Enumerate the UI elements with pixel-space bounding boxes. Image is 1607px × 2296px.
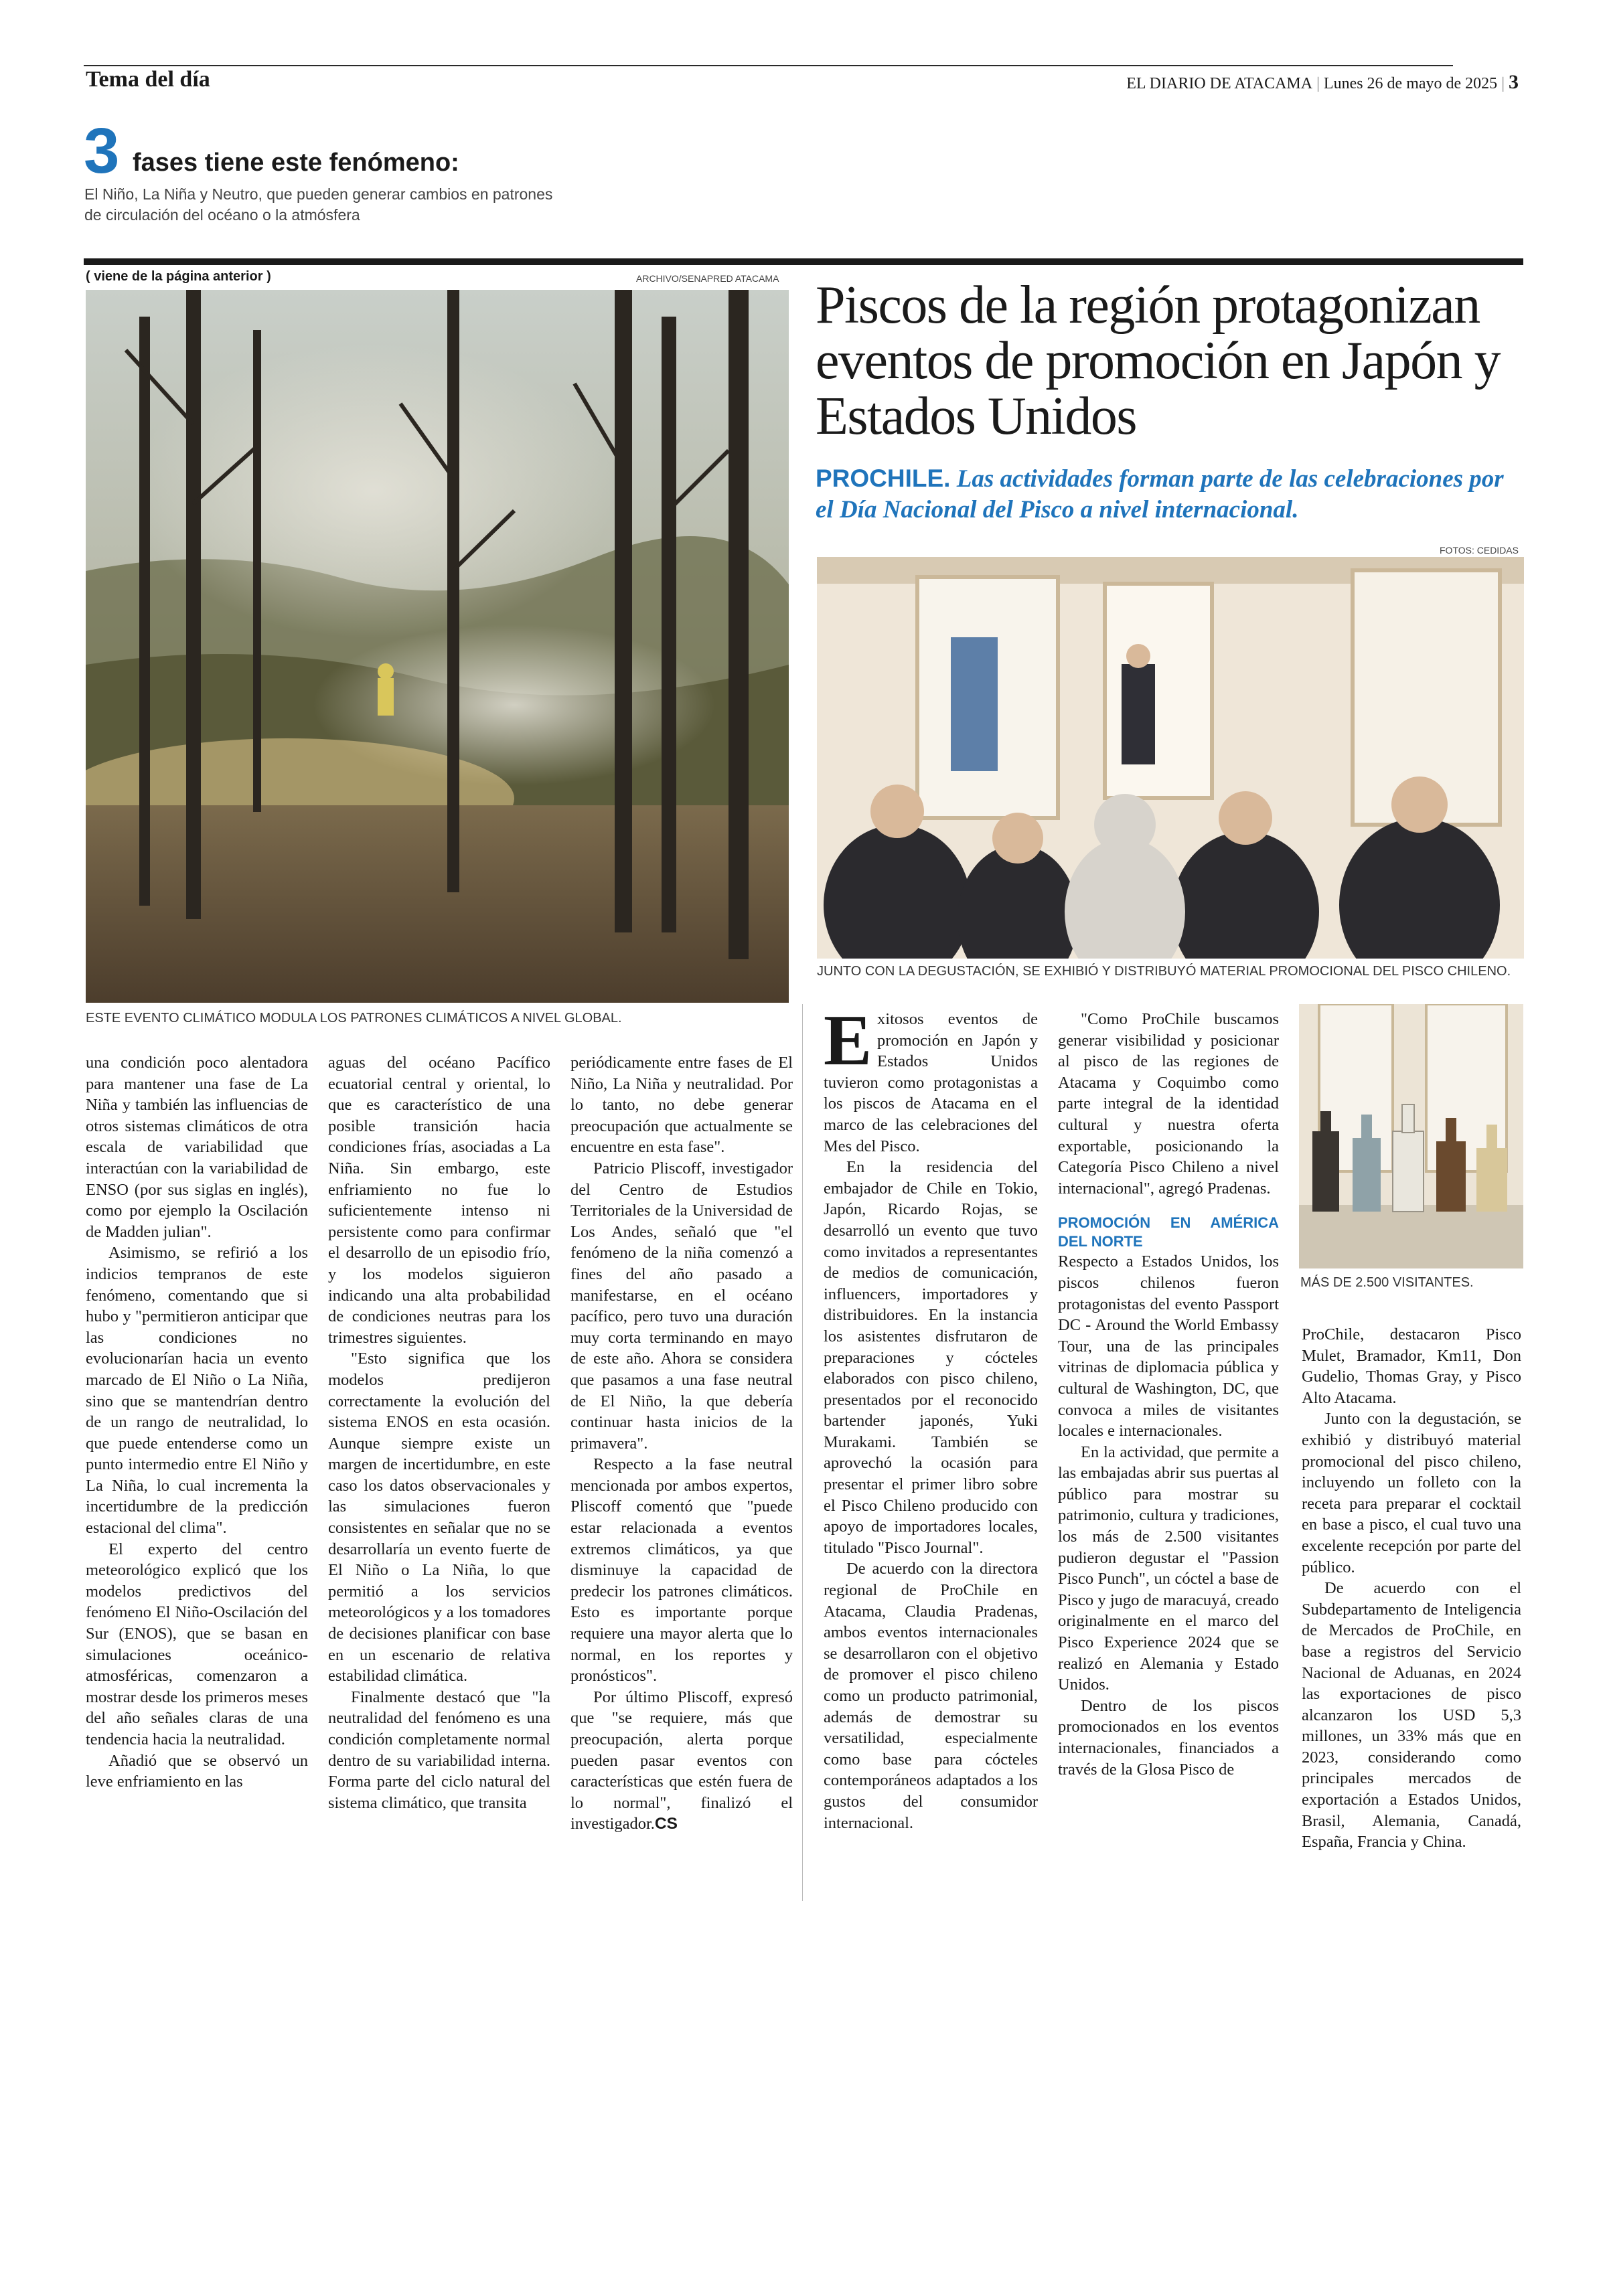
- article-column-3: [570, 1052, 793, 1835]
- photo-caption-event: JUNTO CON LA DEGUSTACIÓN, SE EXHIBIÓ Y DISTRIBUYÓ MATERIAL PROMOCIONAL DEL PISCO CHILENO.: [817, 964, 1511, 979]
- headline: Piscos de la región protagonizan eventos de promoción en Japón y Estados Unidos: [816, 276, 1501, 446]
- end-mark: CS: [654, 1815, 678, 1833]
- paragraph: Respecto a Estados Unidos, los piscos chilenos fueron protagonistas del evento Passport DC - Around the World Embassy Tour, una de las principales vitrinas de diplomacia pública y cultural de Washington, DC, que convoca a miles de visitantes locales e internacionales.: [1058, 1252, 1279, 1441]
- paragraph: Asimismo, se refirió a los indicios tempranos de este fenómeno, comentando que si hubo y "permitieron anticipar que las condiciones no evolucionarían hacia un evento marcado de El Niño o La Niña, sino que se mantendrían dentro de un rango de neutralidad, lo que puede entenderse como un punto intermedio entre El Niño y La Niña, lo cual incrementa la incertidumbre de la predicción estacional del clima".: [86, 1244, 308, 1538]
- photo-credit-event: FOTOS: CEDIDAS: [1440, 545, 1519, 556]
- article-column-2: [328, 1052, 550, 1813]
- continued-note: ( viene de la página anterior ): [86, 269, 271, 284]
- drop-cap: E: [824, 1001, 872, 1080]
- paragraph: De acuerdo con el Subdepartamento de Inteligencia de Mercados de ProChile, en base a registros del Servicio Nacional de Aduanas, en 2024 las exportaciones de pisco alcanzaron los USD 5,3 millones, un 33% más que en 2023, considerando como principales mercados de exportación a Estados Unidos, Brasil, Alemania, Canadá, España, Francia y China.: [1302, 1579, 1521, 1852]
- fact-description: El Niño, La Niña y Neutro, que pueden generar cambios en patrones de circulación del océano o la atmósfera: [84, 185, 553, 224]
- paragraph: Junto con la degustación, se exhibió y distribuyó material promocional del pisco chileno, incluyendo un folleto con la receta para preparar el cocktail en base a pisco, el cual tuvo una excelente recepción por parte del público.: [1302, 1410, 1521, 1576]
- column-divider: [802, 1004, 803, 1901]
- photo-caption-bottles: MÁS DE 2.500 VISITANTES.: [1300, 1275, 1474, 1290]
- paragraph: Patricio Pliscoff, investigador del Centro de Estudios Territoriales de la Universidad de Los Andes, señaló que "el fenómeno de la niña comenzó a fines del año pasado a manifestarse, en el océano pacífico, pero tuvo una duración muy corta terminando en mayo de este año. Ahora se considera que pasamos a una fase neutral de El Niño, la que debería continuar hasta inicios de la primavera".: [570, 1159, 793, 1453]
- subheading: PROMOCIÓN EN AMÉRICA DEL NORTE: [1058, 1214, 1279, 1250]
- photo-credit-forest: ARCHIVO/SENAPRED ATACAMA: [636, 273, 779, 284]
- pisco-event-illustration: [817, 557, 1524, 959]
- pisco-event-photo: [817, 557, 1524, 959]
- pisco-bottles-illustration: [1299, 1004, 1523, 1268]
- paragraph: [824, 1001, 1038, 1157]
- pisco-bottles-photo: [1299, 1004, 1523, 1268]
- masthead: EL DIARIO DE ATACAMA | Lunes 26 de mayo de 2025 | 3: [1126, 71, 1519, 93]
- fact-title: fases tiene este fenómeno:: [133, 149, 459, 177]
- paragraph: periódicamente entre fases de El Niño, La Niña y neutralidad. Por lo tanto, no debe generar preocupación que actualmente se encuentre en esta fase".: [570, 1054, 793, 1157]
- article-column-6: [1302, 1324, 1521, 1853]
- newspaper-name: EL DIARIO DE ATACAMA: [1126, 75, 1313, 92]
- article-column-5: [1058, 1009, 1279, 1780]
- article-column-1: [86, 1052, 308, 1793]
- header-rule: [84, 65, 1453, 66]
- paragraph: Respecto a la fase neutral mencionada por ambos expertos, Pliscoff comentó que "puede estar relacionada a eventos extremos climáticos, ya que disminuye la capacidad de predecir los patrones climáticos. Esto es importante porque requiere una mayor alerta que lo normal, en los reportes y pronósticos".: [570, 1455, 793, 1686]
- paragraph: Dentro de los piscos promocionados en los eventos internacionales, financiados a través de la Glosa Pisco de: [1058, 1696, 1279, 1779]
- paragraph: De acuerdo con la directora regional de ProChile en Atacama, Claudia Pradenas, ambos eventos internacionales se desarrollaron con el objetivo de promover el pisco chileno como un producto patrimonial, además de demostrar su versatilidad, especialmente como base para cócteles contemporáneos adaptados a los gustos del consumidor internacional.: [824, 1560, 1038, 1832]
- paragraph: Finalmente destacó que "la neutralidad del fenómeno es una condición completamente normal dentro de su variabilidad interna. Forma parte del ciclo natural del sistema climático, que transita: [328, 1688, 550, 1812]
- paragraph: En la residencia del embajador de Chile en Tokio, Japón, Ricardo Rojas, se desarrolló un evento que tuvo como invitados a representantes de medios de comunicación, influencers, importadores y distribuidores. En la instancia los asistentes disfrutaron de preparaciones y cócteles elaborados con pisco chileno, presentados por el reconocido bartender japonés, Yuki Murakami. También se aprovechó la ocasión para presentar el primer libro sobre el Pisco Chileno producido con apoyo de importadores locales, titulado "Pisco Journal".: [824, 1158, 1038, 1557]
- paragraph: "Como ProChile buscamos generar visibilidad y posicionar al pisco de las regiones de Atacama y Coquimbo como parte integral de la identidad cultural y nuestra oferta exportable, posicionando la Categoría Pisco Chileno a nivel internacional", agregó Pradenas.: [1058, 1010, 1279, 1198]
- paragraph: En la actividad, que permite a las embajadas abrir sus puertas al público para mostrar su patrimonio, cultura y tradiciones, los más de 2.500 visitantes pudieron degustar el "Passion Pisco Punch", un cóctel a base de Pisco y jugo de maracuyá, creado originalmente en el marco del Pisco Experience 2024 que se realizó en Alemania y Estado Unidos.: [1058, 1443, 1279, 1694]
- paragraph: [570, 1687, 793, 1835]
- section-label: Tema del día: [86, 67, 210, 92]
- paragraph: El experto del centro meteorológico explicó que los modelos predictivos del fenómeno El Niño-Oscilación del Sur (ENOS), que se basan en simulaciones oceánico-atmosféricas, comenzaron a mostrar desde los primeros meses del año señales claras de una tendencia hacia la neutralidad.: [86, 1540, 308, 1748]
- section-divider: [84, 258, 1523, 265]
- photo-caption-forest: ESTE EVENTO CLIMÁTICO MODULA LOS PATRONES CLIMÁTICOS A NIVEL GLOBAL.: [86, 1011, 622, 1026]
- forest-fire-photo: [86, 290, 789, 1003]
- paragraph-text: xitosos eventos de promoción en Japón y Estados Unidos tuvieron como protagonistas a los piscos de Atacama en el marco de las celebraciones del Mes del Pisco.: [824, 1010, 1038, 1155]
- deck-tag: PROCHILE.: [816, 465, 951, 492]
- issue-date: Lunes 26 de mayo de 2025: [1323, 75, 1498, 92]
- deck-text: Las actividades forman parte de las celebraciones por el Día Nacional del Pisco a nivel internacional.: [816, 465, 1504, 523]
- page-number: 3: [1509, 71, 1519, 93]
- article-column-4: [824, 1001, 1038, 1833]
- paragraph: aguas del océano Pacífico ecuatorial central y oriental, lo que es característico de una posible transición hacia condiciones frías, asociadas a La Niña. Sin embargo, este enfriamiento no fue lo suficientemente intenso ni persistente como para confirmar el desarrollo de un episodio frío, y los modelos siguieron indicando una alta probabilidad de condiciones neutras para los trimestres siguientes.: [328, 1054, 550, 1347]
- deck: [816, 463, 1525, 525]
- paragraph: Añadió que se observó un leve enfriamiento en las: [86, 1751, 308, 1791]
- paragraph-text: Por último Pliscoff, expresó que "se requiere, más que preocupación, alerta porque pueden pasar eventos con características que estén fuera de lo normal", finalizó el investigador.: [570, 1688, 793, 1833]
- fact-number: 3: [84, 115, 120, 187]
- paragraph: una condición poco alentadora para mantener una fase de La Niña y también las influencias de otros sistemas climáticos de otra escala de variabilidad que interactúan con la variabilidad de ENSO (por sus siglas en inglés), como por ejemplo la Oscilación de Madden julian".: [86, 1054, 308, 1241]
- paragraph: "Esto significa que los modelos predijeron correctamente la evolución del sistema ENOS en esta ocasión. Aunque siempre existe un margen de incertidumbre, en este caso los datos observacionales y las simulaciones fueron consistentes en señalar que no se desarrollaría un evento fuerte de El Niño o La Niña, lo que permitió a los servicios meteorológicos y a los tomadores de decisiones planificar con base en un escenario de relativa estabilidad climática.: [328, 1349, 550, 1686]
- forest-fire-illustration: [86, 290, 789, 1003]
- paragraph: ProChile, destacaron Pisco Mulet, Bramador, Km11, Don Gudelio, Thomas Gray, y Pisco Alto Atacama.: [1302, 1325, 1521, 1407]
